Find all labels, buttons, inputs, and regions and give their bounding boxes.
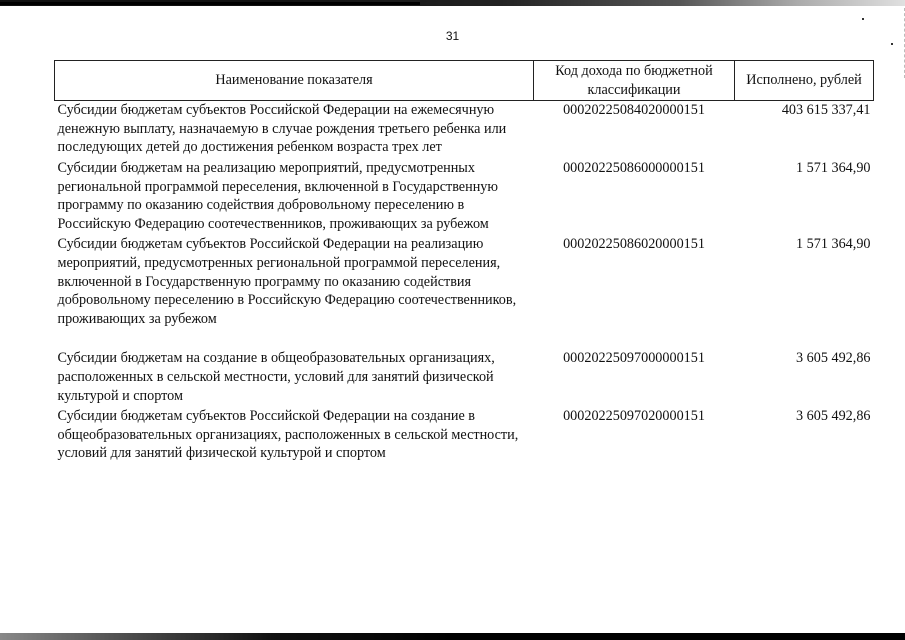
indicator-name: Субсидии бюджетам субъектов Российской Федерации на ежемесячную денежную выплату, назначаемую в случае рождения третьего ребенка или последующих детей до достижения ребенком возраста трех лет <box>57 102 507 156</box>
spacer-cell <box>534 330 735 349</box>
spacer-cell <box>55 330 534 349</box>
table-row <box>55 349 874 407</box>
table-row <box>55 159 874 235</box>
revenue-code: 00020225086020000151 <box>563 236 705 253</box>
scan-speck <box>862 18 864 20</box>
executed-amount: 1 571 364,90 <box>796 236 871 253</box>
scan-edge-top-dark <box>0 2 420 5</box>
table-row <box>55 235 874 330</box>
indicator-name: Субсидии бюджетам субъектов Российской Федерации на создание в общеобразовательных организациях, расположенных в сельской местности, условий для занятий физической культурой и спортом <box>57 408 519 462</box>
executed-amount: 1 571 364,90 <box>796 159 871 176</box>
table-row <box>55 101 874 159</box>
header-revenue-code: Код дохода по бюджетной классификации <box>534 61 735 101</box>
table-row <box>55 407 874 465</box>
spacer-cell <box>735 330 874 349</box>
executed-amount: 3 605 492,86 <box>796 408 871 425</box>
table-header-row <box>55 61 874 101</box>
scan-edge-bottom <box>0 633 905 640</box>
revenue-code: 00020225086000000151 <box>563 159 705 176</box>
executed-amount: 3 605 492,86 <box>796 350 871 367</box>
header-indicator-name: Наименование показателя <box>55 61 534 101</box>
indicator-name: Субсидии бюджетам на создание в общеобразовательных организациях, расположенных в сельской местности, условий для занятий физической культурой и спортом <box>57 350 495 404</box>
indicator-name: Субсидии бюджетам на реализацию мероприятий, предусмотренных региональной программой переселения, включенной в Государственную программу по оказанию содействия добровольному переселению в Российскую Федерацию соотечественников, проживающих за рубежом <box>57 159 498 232</box>
page-number: 31 <box>445 29 460 43</box>
header-executed-amount: Исполнено, рублей <box>735 61 874 101</box>
executed-amount: 403 615 337,41 <box>781 102 871 119</box>
revenue-code: 00020225097020000151 <box>563 408 705 425</box>
revenue-code: 00020225097000000151 <box>563 350 705 367</box>
table-spacer-row <box>55 330 874 349</box>
scan-speck <box>891 43 893 45</box>
budget-revenue-table <box>54 60 874 465</box>
indicator-name: Субсидии бюджетам субъектов Российской Федерации на реализацию мероприятий, предусмотренных региональной программой переселения, включенной в Государственную программу по оказанию содействия добровольному переселению в Российскую Федерацию соотечественников, проживающих за рубежом <box>57 236 517 327</box>
revenue-code: 00020225084020000151 <box>563 102 705 119</box>
